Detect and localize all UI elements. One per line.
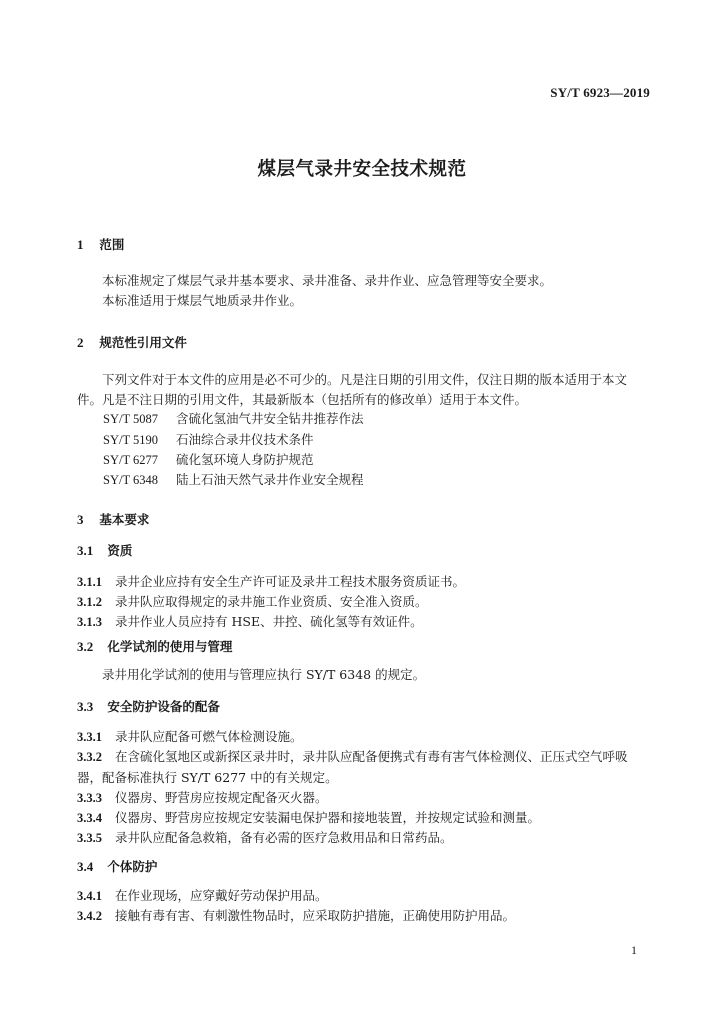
clause-number: 3.4.1: [77, 889, 102, 903]
clause-text: 仪器房、野营房应按规定配备灭火器。: [115, 790, 328, 805]
clause: [77, 886, 328, 904]
clause: [77, 808, 540, 826]
subsection-heading-qualification: [77, 541, 132, 559]
section-heading-scope: [77, 235, 124, 253]
clause-number: 3.3.4: [77, 811, 102, 825]
clause-number: 3.3.1: [77, 730, 102, 744]
section-title: 基本要求: [99, 512, 150, 527]
clause-text: 录井企业应持有安全生产许可证及录井工程技术服务资质证书。: [115, 574, 466, 589]
clause-number: 3.1.2: [77, 595, 102, 609]
subsection-number: 3.2: [77, 639, 94, 654]
clause-text: 在含硫化氢地区或新探区录井时，录井队应配备便携式有毒有害气体检测仪、正压式空气呼吸: [115, 749, 628, 764]
paragraph: 录井用化学试剂的使用与管理应执行 SY/T 6348 的规定。: [102, 667, 426, 682]
subsection-heading-personal-protection: [77, 857, 157, 875]
page-number: 1: [631, 943, 637, 957]
paragraph: 本标准适用于煤层气地质录井作业。: [102, 293, 303, 308]
section-title: 范围: [99, 237, 125, 252]
paragraph: 下列文件对于本文件的应用是必不可少的。凡是注日期的引用文件，仅注日期的版本适用于本文: [102, 372, 628, 387]
subsection-heading-safety-equipment: [77, 697, 220, 715]
clause-text: 录井队应取得规定的录井施工作业资质、安全准入资质。: [115, 594, 428, 609]
reference-name: 石油综合录井仪技术条件: [176, 432, 314, 447]
clause-text: 接触有毒有害、有刺激性物品时，应采取防护措施，正确使用防护用品。: [115, 908, 516, 923]
clause: [77, 592, 428, 610]
clause-text: 在作业现场，应穿戴好劳动保护用品。: [115, 888, 328, 903]
reference-code: SY/T 6348: [103, 473, 158, 487]
document-title: 煤层气录井安全技术规范: [257, 159, 467, 180]
reference-code: SY/T 5087: [103, 412, 158, 426]
clause: [77, 788, 328, 806]
clause: [77, 747, 628, 765]
clause: [77, 572, 465, 590]
reference-item: [103, 409, 364, 427]
reference-item: [103, 430, 314, 448]
clause: [77, 906, 515, 924]
section-heading-normative-references: [77, 333, 187, 351]
reference-item: [103, 450, 314, 468]
subsection-title: 资质: [107, 543, 133, 558]
reference-name: 硫化氢环境人身防护规范: [176, 452, 314, 467]
clause-text: 仪器房、野营房应按规定安装漏电保护器和接地装置，并按规定试验和测量。: [115, 810, 541, 825]
subsection-number: 3.4: [77, 859, 94, 874]
reference-name: 陆上石油天然气录井作业安全规程: [176, 472, 364, 487]
paragraph: 本标准规定了煤层气录井基本要求、录井准备、录井作业、应急管理等安全要求。: [102, 273, 553, 288]
clause-number: 3.3.5: [77, 831, 102, 845]
clause: [77, 828, 453, 846]
reference-item: [103, 470, 364, 488]
reference-code: SY/T 5190: [103, 433, 158, 447]
clause: [77, 612, 423, 630]
subsection-title: 个体防护: [107, 859, 158, 874]
section-number: 1: [77, 237, 84, 252]
paragraph-continuation: 件。凡是不注日期的引用文件，其最新版本（包括所有的修改单）适用于本文件。: [77, 392, 528, 407]
subsection-number: 3.1: [77, 543, 94, 558]
reference-name: 含硫化氢油气井安全钻井推荐作法: [176, 411, 364, 426]
clause: [77, 727, 303, 745]
clause-text: 录井作业人员应持有 HSE、井控、硫化氢等有效证件。: [115, 614, 423, 629]
section-number: 3: [77, 512, 84, 527]
subsection-title: 化学试剂的使用与管理: [107, 639, 233, 654]
clause-number: 3.1.3: [77, 615, 102, 629]
subsection-title: 安全防护设备的配备: [107, 699, 220, 714]
clause-number: 3.3.3: [77, 791, 102, 805]
subsection-number: 3.3: [77, 699, 94, 714]
standard-code: SY/T 6923—2019: [550, 85, 650, 100]
section-heading-basic-requirements: [77, 510, 149, 528]
subsection-heading-chemical-reagents: [77, 637, 232, 655]
clause-text: 录井队应配备急救箱，备有必需的医疗急救用品和日常药品。: [115, 830, 453, 845]
clause-number: 3.1.1: [77, 575, 102, 589]
reference-code: SY/T 6277: [103, 453, 158, 467]
clause-continuation: 器，配备标准执行 SY/T 6277 中的有关规定。: [77, 770, 338, 785]
clause-text: 录井队应配备可燃气体检测设施。: [115, 729, 303, 744]
clause-number: 3.4.2: [77, 909, 102, 923]
section-number: 2: [77, 335, 84, 350]
clause-number: 3.3.2: [77, 750, 102, 764]
section-title: 规范性引用文件: [99, 335, 187, 350]
